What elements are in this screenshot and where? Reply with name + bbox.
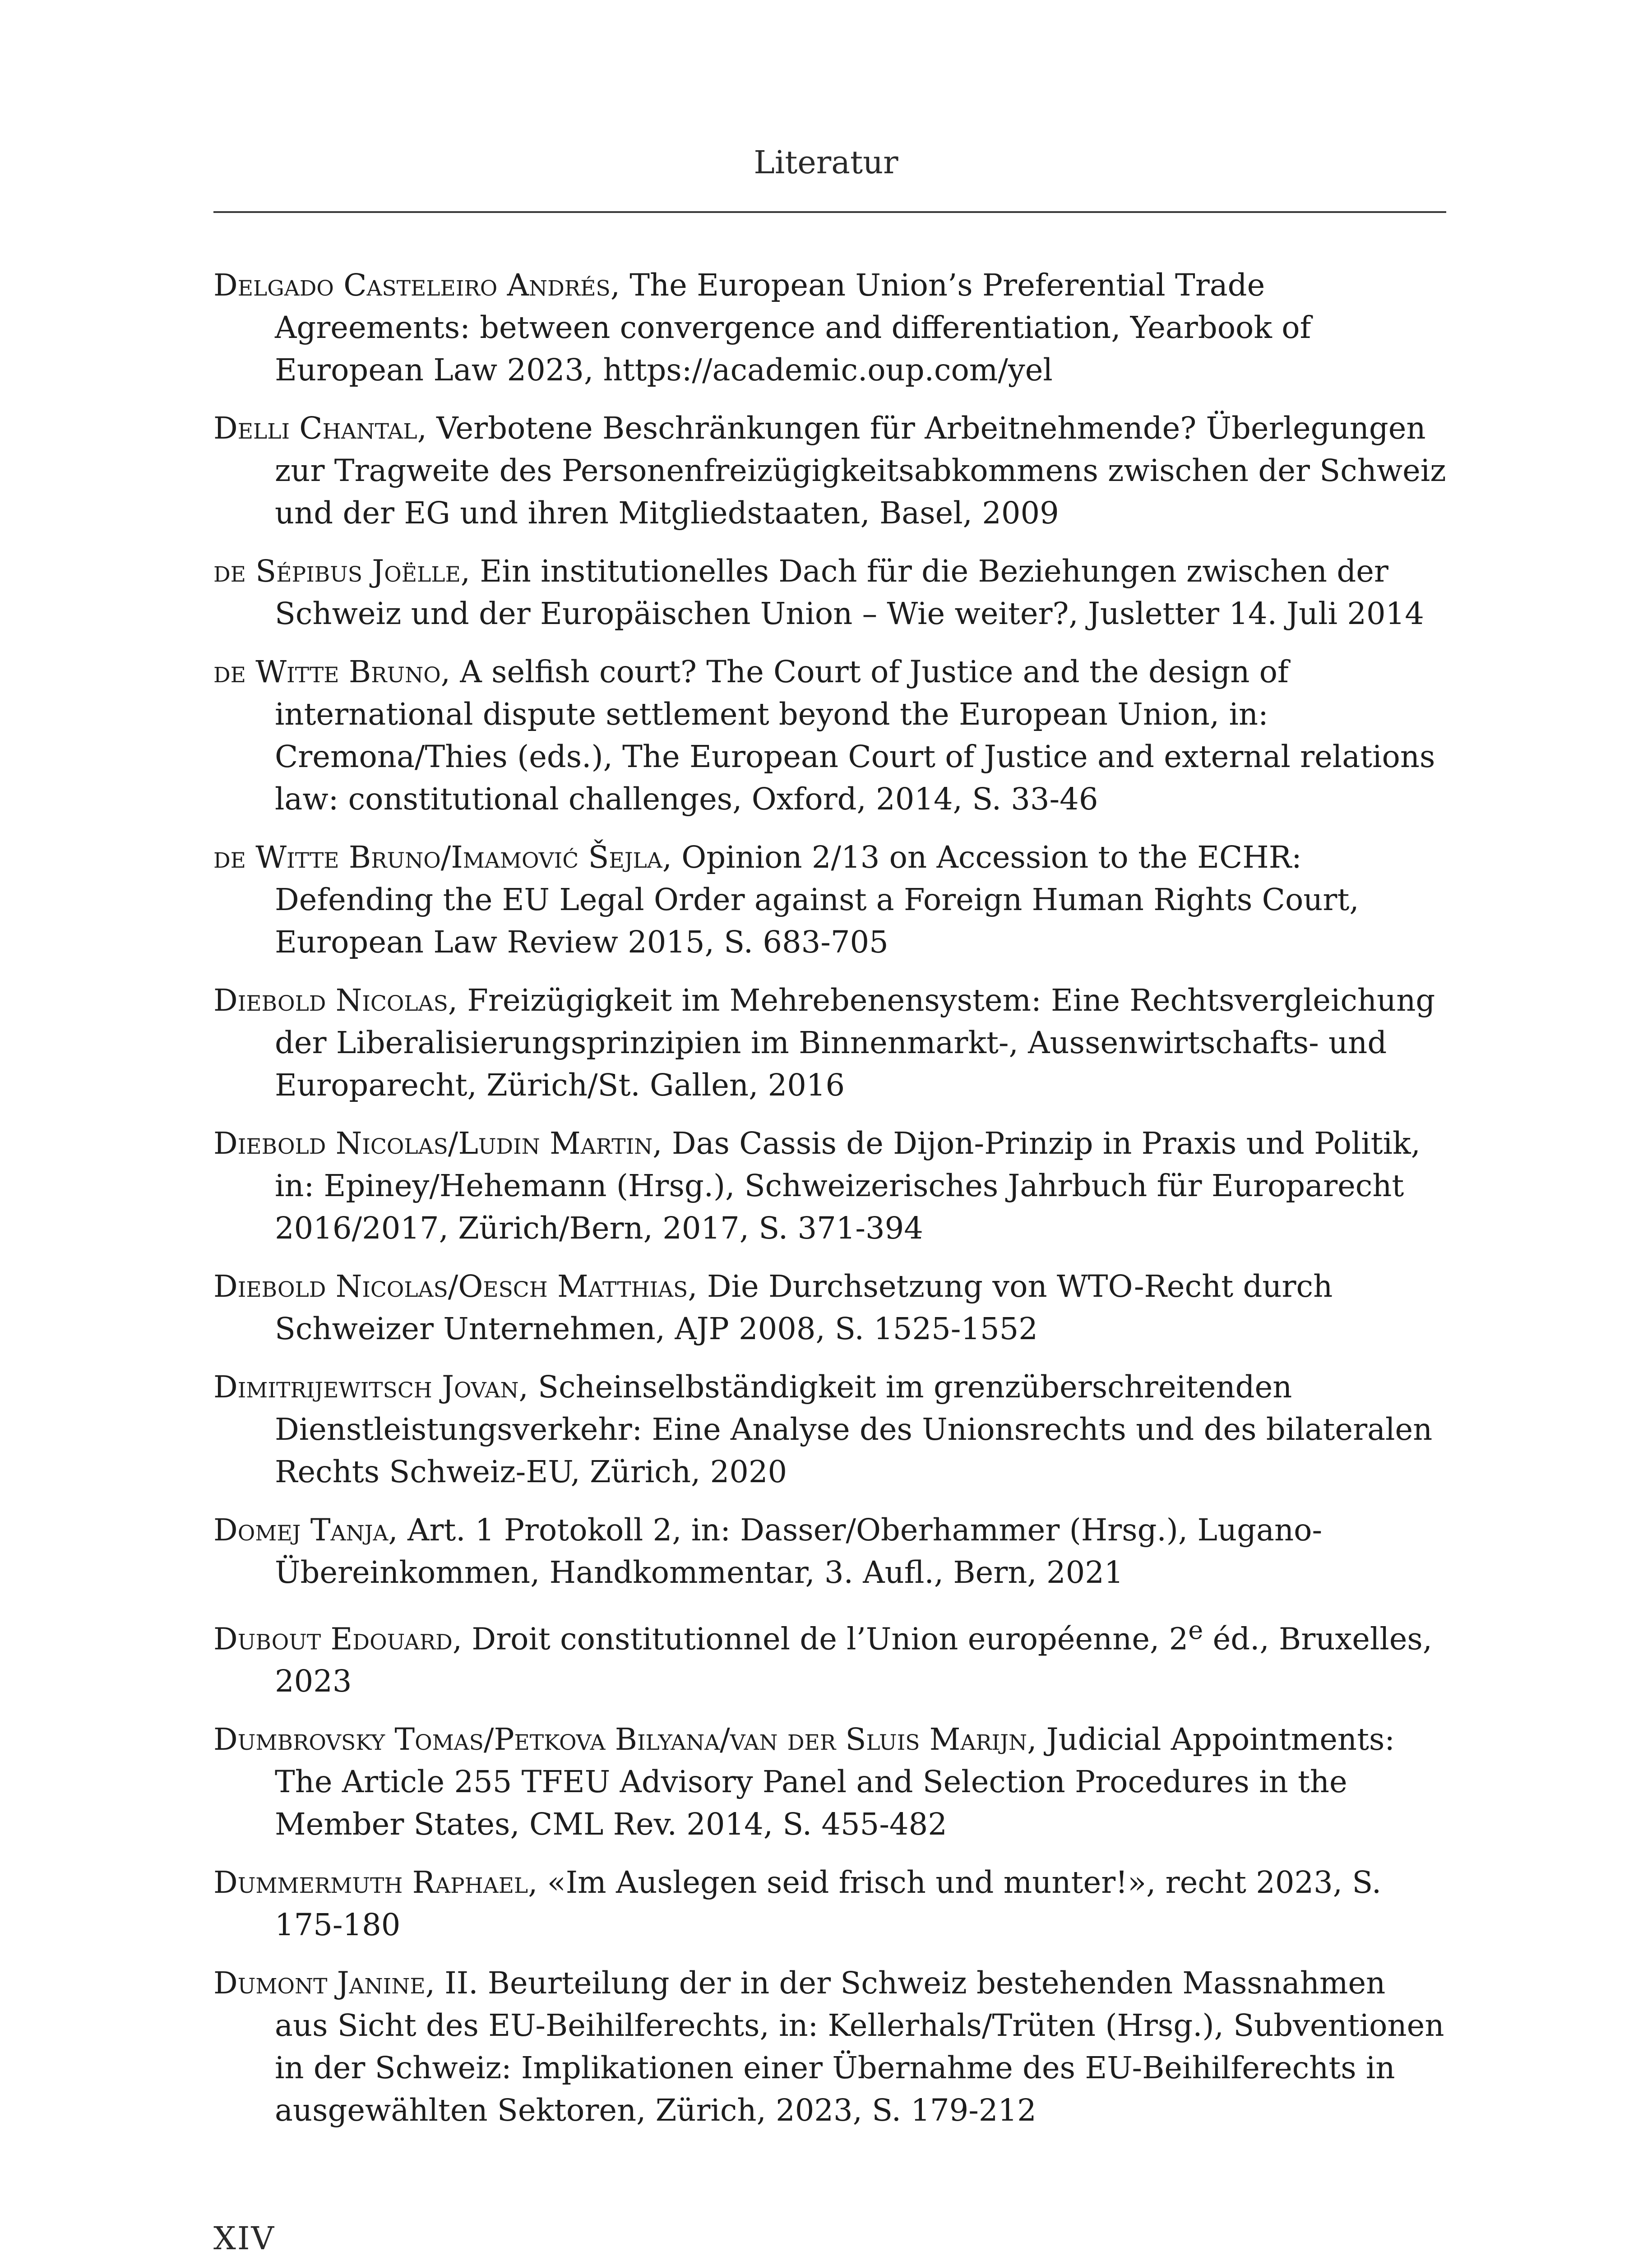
bib-entry (213, 1366, 1446, 1493)
bib-entry (213, 407, 1446, 534)
bib-author: Diebold Nicolas (213, 983, 448, 1018)
bib-text: , Droit constitutionnel de l’Union européenne, 2 (452, 1621, 1189, 1657)
bib-text: , Ein institutionelles Dach für die Beziehungen zwischen der Schweiz und der Europäischen Union – Wie weiter?, Jusletter 14. Juli 2014 (275, 554, 1424, 631)
bib-entry (213, 264, 1446, 391)
bib-author: Diebold Nicolas/Oesch Matthias (213, 1269, 688, 1304)
bib-author: de Witte Bruno/Imamović Šejla (213, 840, 662, 875)
bib-author: Dumont Janine (213, 1965, 426, 2001)
bib-text: , Opinion 2/13 on Accession to the ECHR: Defending the EU Legal Order against a Foreign Human Rights Court, European Law Review 2015, S. 683-705 (275, 840, 1359, 960)
bib-entry (213, 550, 1446, 635)
bib-entry (213, 979, 1446, 1106)
bib-text: , A selfish court? The Court of Justice and the design of international dispute settlement beyond the European Union, in: Cremona/Thies (eds.), The European Court of Justice and external relations law: constitutional challenges, Oxford, 2014, S. 33-46 (275, 654, 1435, 817)
bib-text: , Art. 1 Protokoll 2, in: Dasser/Oberhammer (Hrsg.), Lugano-Übereinkommen, Handkommentar, 3. Aufl., Bern, 2021 (275, 1512, 1323, 1590)
bib-entry (213, 1962, 1446, 2131)
bib-entry (213, 1718, 1446, 1845)
bib-text: , Die Durchsetzung von WTO-Recht durch Schweizer Unternehmen, AJP 2008, S. 1525-1552 (275, 1269, 1333, 1346)
bib-author: Dummermuth Raphael (213, 1865, 528, 1900)
bib-text: , The European Union’s Preferential Trade Agreements: between convergence and differentiation, Yearbook of European Law 2023, https://academic.oup.com/yel (275, 268, 1311, 388)
bib-author: Dubout Edouard (213, 1621, 453, 1657)
bib-entry (213, 1509, 1446, 1594)
bib-author: Diebold Nicolas/Ludin Martin (213, 1126, 653, 1161)
bib-author: de Sépibus Joëlle (213, 554, 461, 589)
bib-entry (213, 1122, 1446, 1249)
bib-text: , II. Beurteilung der in der Schweiz bestehenden Massnahmen aus Sicht des EU-Beihilferechts, in: Kellerhals/Trüten (Hrsg.), Subventionen in der Schweiz: Implikationen einer Übernahme des EU-Beihilferechts in ausgewählten Sektoren, Zürich, 2023, S. 179-212 (275, 1965, 1444, 2128)
bib-text: , Judicial Appointments: The Article 255 TFEU Advisory Panel and Selection Procedures in the Member States, CML Rev. 2014, S. 455-482 (275, 1722, 1395, 1842)
header-rule (213, 211, 1446, 213)
bib-author: de Witte Bruno (213, 654, 441, 689)
bib-entry (213, 1265, 1446, 1350)
bib-text: , «Im Auslegen seid frisch und munter!», recht 2023, S. 175-180 (275, 1865, 1382, 1943)
bib-text: , Verbotene Beschränkungen für Arbeitnehmende? Überlegungen zur Tragweite des Personenfreizügigkeitsabkommens zwischen der Schweiz und der EG und ihren Mitgliedstaaten, Basel, 2009 (275, 411, 1446, 531)
bib-author: Dimitrijewitsch Jovan (213, 1369, 519, 1405)
bibliography-list (213, 264, 1446, 2147)
bib-text: , Scheinselbständigkeit im grenzüberschreitenden Dienstleistungsverkehr: Eine Analyse des Unionsrechts und des bilateralen Rechts Schweiz-EU, Zürich, 2020 (275, 1369, 1433, 1489)
bib-entry (213, 836, 1446, 963)
bib-entry (213, 1861, 1446, 1946)
running-header: Literatur (754, 144, 898, 181)
page-number: XIV (213, 2220, 276, 2256)
bib-superscript: e (1188, 1616, 1203, 1645)
bib-text: , Freizügigkeit im Mehrebenensystem: Eine Rechtsvergleichung der Liberalisierungsprinzipien im Binnenmarkt-, Aussenwirtschafts- und Europarecht, Zürich/St. Gallen, 2016 (275, 983, 1435, 1103)
bib-author: Dumbrovsky Tomas/Petkova Bilyana/van der Sluis Marijn (213, 1722, 1027, 1757)
bib-entry (213, 651, 1446, 820)
bib-author: Delli Chantal (213, 411, 417, 446)
bib-author: Domej Tanja (213, 1512, 389, 1548)
bib-author: Delgado Casteleiro Andrés (213, 268, 611, 303)
bib-entry (213, 1609, 1446, 1702)
bib-text-after: éd., Bruxelles, 2023 (275, 1621, 1433, 1699)
bib-text: , Das Cassis de Dijon-Prinzip in Praxis und Politik, in: Epiney/Hehemann (Hrsg.), Schweizerisches Jahrbuch für Europarecht 2016/2017, Zürich/Bern, 2017, S. 371-394 (275, 1126, 1421, 1246)
